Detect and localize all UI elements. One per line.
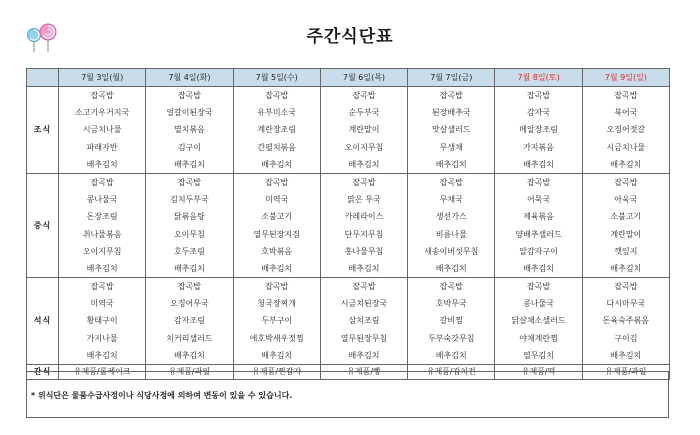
dish-item: 오이지무침: [82, 246, 122, 256]
date-header: 7월 7일(금): [408, 69, 495, 87]
dish-item: 잡곡밥: [439, 177, 463, 187]
dish-item: 배추김치: [435, 263, 467, 273]
dish-item: 소고기우거지국: [75, 108, 130, 118]
dish-item: 잡곡밥: [352, 282, 376, 292]
dish-item: 애호박새우젓찜: [249, 333, 304, 343]
menu-cell: [408, 278, 495, 365]
date-header: 7월 6일(목): [320, 69, 407, 87]
dish-item: 오이지무침: [344, 142, 384, 152]
dish-item: 배추김치: [86, 263, 118, 273]
dish-item: 감자조림: [173, 316, 205, 326]
date-header: 7월 3일(월): [59, 69, 146, 87]
meal-label: 간식: [27, 365, 59, 380]
dish-item: 단무지무침: [344, 229, 384, 239]
dish-item: 호박무국: [435, 299, 467, 309]
dish-item: 청국장찌개: [257, 299, 297, 309]
dish-item: 순두부국: [348, 108, 380, 118]
dish-item: 배추김치: [173, 159, 205, 169]
meal-row: [27, 87, 670, 174]
dish-item: 맛살샐러드: [431, 125, 471, 135]
menu-cell: [233, 87, 320, 174]
dish-item: 미역국: [265, 195, 289, 205]
dish-item: 배추김치: [435, 350, 467, 360]
dish-item: 멸치볶음: [173, 125, 205, 135]
dish-item: 열무된장무침: [340, 333, 388, 343]
dish-item: 배추김치: [523, 159, 554, 169]
dish-item: 배추김치: [86, 350, 118, 360]
snack-cell: 유제품/김치전: [408, 365, 495, 380]
dish-item: 소불고기: [610, 212, 642, 222]
dish-item: 치커리샐러드: [166, 333, 213, 343]
date-header: 7월 5일(수): [233, 69, 320, 87]
dish-item: 양배추샐러드: [515, 229, 562, 239]
dish-item: 비름나물: [435, 229, 467, 239]
dish-item: 잡곡밥: [526, 177, 551, 187]
dish-item: 시금치나물: [82, 125, 122, 135]
dish-item: 배추김치: [610, 159, 642, 169]
dish-item: 생선가스: [435, 212, 467, 222]
dish-item: 홍나물무침: [344, 246, 384, 256]
dish-item: 배추김치: [435, 159, 467, 169]
dish-item: 잡곡밥: [177, 91, 202, 100]
dish-item: 배추김치: [173, 263, 205, 273]
dish-item: 배추김치: [348, 263, 380, 273]
dish-item: 잡곡밥: [265, 282, 289, 292]
dish-item: 배추김치: [261, 350, 293, 360]
dish-item: 두부구이: [261, 316, 293, 326]
dish-item: 파래자반: [86, 142, 118, 152]
dish-item: 호두조림: [173, 246, 205, 256]
date-header: 7월 8일(토): [495, 69, 582, 87]
dish-item: 미역국: [90, 299, 114, 309]
menu-cell: [408, 173, 495, 277]
dish-item: 오이무침: [173, 229, 205, 239]
date-header: 7월 4일(화): [146, 69, 233, 87]
dish-item: 계란장조림: [257, 125, 297, 135]
menu-cell: [320, 87, 407, 174]
dish-item: 배추김치: [348, 159, 380, 169]
dish-item: 잡곡밥: [177, 177, 202, 187]
dish-item: 된장배추국: [431, 108, 471, 118]
snack-cell: 유제품/떡: [495, 365, 582, 380]
dish-item: 돈육숙주볶음: [602, 316, 650, 326]
date-header-row: [27, 69, 670, 87]
dish-item: 닭볶음탕: [173, 212, 205, 222]
dish-item: 잡곡밥: [90, 177, 114, 187]
menu-cell: [146, 173, 233, 277]
dish-item: 다시마무국: [606, 299, 646, 309]
menu-cell: [233, 173, 320, 277]
dish-item: 가지볶음: [523, 142, 554, 152]
header-corner: [27, 69, 59, 87]
dish-item: 배추김치: [173, 350, 205, 360]
dish-item: 열무김치: [523, 350, 554, 360]
dish-item: 제육볶음: [523, 212, 554, 222]
dish-item: 아욱국: [614, 195, 638, 205]
menu-cell: [146, 87, 233, 174]
dish-item: 잡곡밥: [614, 177, 638, 187]
dish-item: 콩나물국: [523, 299, 554, 309]
dish-item: 호박볶음: [261, 246, 293, 256]
dish-item: 감자국: [526, 108, 551, 118]
snack-cell: 유제품/과일: [146, 365, 233, 380]
menu-cell: [59, 173, 146, 277]
weekly-menu-table: [26, 68, 670, 380]
dish-item: 취나물볶음: [82, 229, 122, 239]
menu-cell: [320, 173, 407, 277]
dish-item: 간펼치볶음: [257, 142, 297, 152]
dish-item: 유부미소국: [257, 108, 297, 118]
dish-item: 잡곡밥: [265, 177, 289, 187]
snack-cell: 유제품/찐감자: [233, 365, 320, 380]
notice-box: [26, 371, 669, 418]
notice-text: * 위식단은 물품수급사정이나 식당사정에 의하여 변동이 있을 수 있습니다.: [31, 391, 293, 400]
meal-label: 중식: [27, 173, 59, 277]
dish-item: 얼갈이된장국: [166, 108, 213, 118]
menu-cell: [495, 87, 582, 174]
dish-item: 시금치나물: [606, 142, 646, 152]
dish-item: 시금치된장국: [340, 299, 388, 309]
dish-item: 잡곡밥: [614, 282, 638, 292]
dish-item: 잡곡밥: [614, 91, 638, 100]
dish-item: 메알장조림: [519, 125, 558, 135]
dish-item: 새송이버섯무침: [424, 246, 479, 256]
dish-item: 무채국: [439, 195, 463, 205]
menu-cell: [59, 278, 146, 365]
dish-item: 잡곡밥: [439, 91, 463, 100]
dish-item: 갈비찜: [439, 316, 463, 326]
dish-item: 카레라이스: [344, 212, 384, 222]
meal-label: 조식: [27, 87, 59, 174]
dish-item: 배추김치: [523, 263, 554, 273]
dish-item: 배추김치: [348, 350, 380, 360]
menu-cell: [495, 173, 582, 277]
dish-item: 닭살채소샐러드: [511, 316, 566, 326]
snack-cell: 유제품/롤케이크: [59, 365, 146, 380]
date-header: 7월 9일(일): [582, 69, 669, 87]
dish-item: 배추김치: [610, 350, 642, 360]
snack-cell: 유제품/빵: [320, 365, 407, 380]
dish-item: 콩나물국: [86, 195, 118, 205]
dish-item: 맑은 무국: [347, 195, 381, 205]
dish-item: 잡곡밥: [90, 91, 114, 100]
snack-cell: 유제품/과일: [582, 365, 669, 380]
dish-item: 계란말이: [610, 229, 642, 239]
dish-item: 두부숙갓무침: [428, 333, 475, 343]
dish-item: 배추김치: [610, 263, 642, 273]
menu-cell: [320, 278, 407, 365]
dish-item: 잡곡밥: [439, 282, 463, 292]
dish-item: 잡곡밥: [265, 91, 289, 100]
dish-item: 삼치조림: [348, 316, 380, 326]
dish-item: 김치두부국: [170, 195, 209, 205]
dish-item: 잡곡밥: [352, 177, 376, 187]
dish-item: 깻잎지: [614, 246, 638, 256]
meal-label: 석식: [27, 278, 59, 365]
dish-item: 배추김치: [86, 159, 118, 169]
dish-item: 소불고기: [261, 212, 293, 222]
dish-item: 계란말이: [348, 125, 380, 135]
dish-item: 가지나물: [86, 333, 118, 343]
dish-item: 무생채: [439, 142, 463, 152]
menu-cell: [233, 278, 320, 365]
dish-item: 야채계란찜: [519, 333, 558, 343]
menu-cell: [59, 87, 146, 174]
dish-item: 구이김: [614, 333, 638, 343]
dish-item: 잡곡밥: [352, 91, 376, 100]
dish-item: 알감자구이: [519, 246, 558, 256]
dish-item: 황태구이: [86, 316, 118, 326]
dish-item: 잡곡밥: [177, 282, 202, 292]
page-title: 주간식단표: [306, 27, 394, 47]
dish-item: 돈장조림: [86, 212, 118, 222]
meal-row: [27, 278, 670, 365]
menu-cell: [408, 87, 495, 174]
dish-item: 오징어무국: [170, 299, 209, 309]
meal-row: [27, 173, 670, 277]
dish-item: 어묵국: [526, 195, 551, 205]
dish-item: 열무된장지짐: [253, 229, 300, 239]
dish-item: 잡곡밥: [526, 91, 551, 100]
dish-item: 김구이: [177, 142, 202, 152]
dish-item: 북어국: [614, 108, 638, 118]
menu-cell: [582, 173, 669, 277]
dish-item: 잡곡밥: [526, 282, 551, 292]
dish-item: 잡곡밥: [90, 282, 114, 292]
dish-item: 오징어젓갈: [606, 125, 646, 135]
menu-cell: [582, 278, 669, 365]
menu-cell: [146, 278, 233, 365]
menu-cell: [495, 278, 582, 365]
dish-item: 배추김치: [261, 159, 293, 169]
dish-item: 배추김치: [261, 263, 293, 273]
menu-cell: [582, 87, 669, 174]
